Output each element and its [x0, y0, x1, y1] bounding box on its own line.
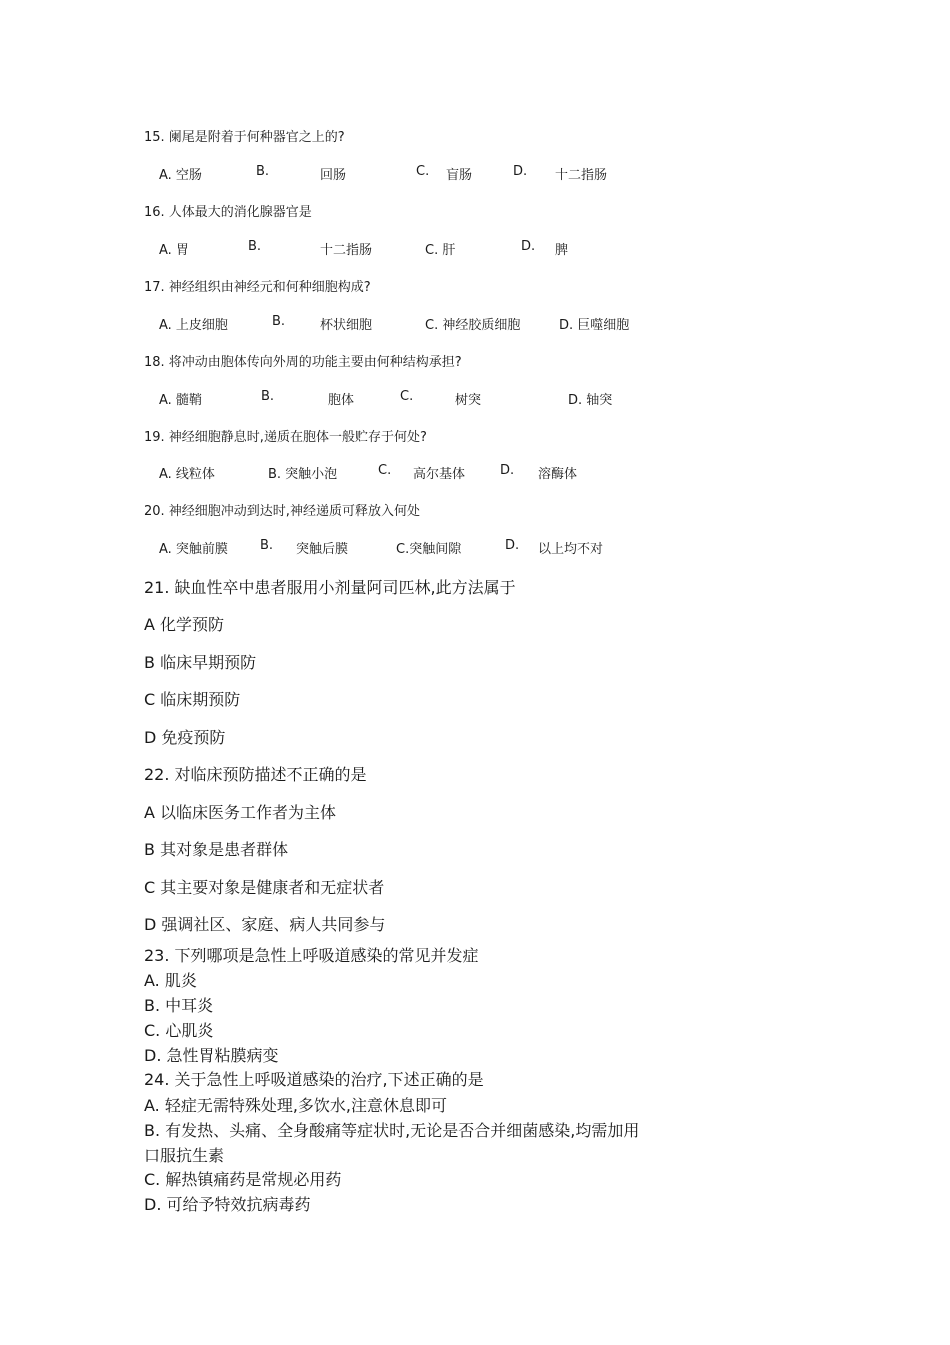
q18-option-a: A. 髓鞘	[159, 393, 202, 408]
question-24-stem: 24. 关于急性上呼吸道感染的治疗,下述正确的是	[144, 1070, 484, 1089]
q24-option-b-continued: 口服抗生素	[144, 1146, 225, 1165]
q16-option-d-letter: D.	[521, 239, 536, 254]
q17-option-d: D. 巨噬细胞	[559, 318, 630, 333]
q22-option-c: C 其主要对象是健康者和无症状者	[144, 878, 385, 897]
question-20-stem: 20. 神经细胞冲动到达时,神经递质可释放入何处	[144, 504, 420, 519]
q16-option-c: C. 肝	[425, 243, 456, 258]
q22-option-d: D 强调社区、家庭、病人共同参与	[144, 915, 386, 934]
question-19-stem: 19. 神经细胞静息时,递质在胞体一般贮存于何处?	[144, 430, 427, 445]
q15-option-d: 十二指肠	[555, 168, 608, 183]
q16-option-b: 十二指肠	[320, 243, 373, 258]
q19-option-d-letter: D.	[500, 463, 515, 478]
q19-option-c: 高尔基体	[413, 467, 466, 482]
q18-option-b-letter: B.	[261, 389, 275, 404]
question-17-stem: 17. 神经组织由神经元和何种细胞构成?	[144, 280, 371, 295]
question-21-stem: 21. 缺血性卒中患者服用小剂量阿司匹林,此方法属于	[144, 578, 516, 597]
q15-option-d-letter: D.	[513, 164, 528, 179]
q24-option-c: C. 解热镇痛药是常规必用药	[144, 1170, 342, 1189]
question-16-stem: 16. 人体最大的消化腺器官是	[144, 205, 312, 220]
q20-option-b-letter: B.	[260, 538, 274, 553]
q15-option-c-letter: C.	[416, 164, 430, 179]
q18-option-b: 胞体	[328, 393, 355, 408]
q20-option-c: C.突触间隙	[396, 542, 462, 557]
q21-option-b: B 临床早期预防	[144, 653, 257, 672]
q16-option-b-letter: B.	[248, 239, 262, 254]
q16-option-a: A. 胃	[159, 243, 189, 258]
question-22-stem: 22. 对临床预防描述不正确的是	[144, 765, 367, 784]
q21-option-a: A 化学预防	[144, 615, 225, 634]
q21-option-d: D 免疫预防	[144, 728, 226, 747]
q15-option-b: 回肠	[320, 168, 347, 183]
q24-option-d: D. 可给予特效抗病毒药	[144, 1195, 311, 1214]
q17-option-b-letter: B.	[272, 314, 286, 329]
q15-option-b-letter: B.	[256, 164, 270, 179]
q23-option-b: B. 中耳炎	[144, 996, 214, 1015]
q23-option-a: A. 肌炎	[144, 971, 197, 990]
q24-option-b: B. 有发热、头痛、全身酸痛等症状时,无论是否合并细菌感染,均需加用	[144, 1121, 640, 1140]
question-23-stem: 23. 下列哪项是急性上呼吸道感染的常见并发症	[144, 946, 479, 965]
q19-option-d: 溶酶体	[538, 467, 578, 482]
q21-option-c: C 临床期预防	[144, 690, 241, 709]
q19-option-a: A. 线粒体	[159, 467, 215, 482]
question-18-stem: 18. 将冲动由胞体传向外周的功能主要由何种结构承担?	[144, 355, 462, 370]
q17-option-b: 杯状细胞	[320, 318, 373, 333]
q20-option-a: A. 突触前膜	[159, 542, 228, 557]
q18-option-c-letter: C.	[400, 389, 414, 404]
q20-option-d-letter: D.	[505, 538, 520, 553]
q22-option-b: B 其对象是患者群体	[144, 840, 289, 859]
q15-option-c: 盲肠	[446, 168, 473, 183]
q17-option-a: A. 上皮细胞	[159, 318, 228, 333]
q23-option-d: D. 急性胃粘膜病变	[144, 1046, 279, 1065]
q20-option-b: 突触后膜	[296, 542, 349, 557]
q19-option-c-letter: C.	[378, 463, 392, 478]
q20-option-d: 以上均不对	[538, 542, 604, 557]
q22-option-a: A 以临床医务工作者为主体	[144, 803, 337, 822]
q19-option-b: B. 突触小泡	[268, 467, 338, 482]
q17-option-c: C. 神经胶质细胞	[425, 318, 521, 333]
q24-option-a: A. 轻症无需特殊处理,多饮水,注意休息即可	[144, 1096, 448, 1115]
question-15-stem: 15. 阑尾是附着于何种器官之上的?	[144, 130, 345, 145]
q16-option-d: 脾	[555, 243, 569, 258]
q18-option-d: D. 轴突	[568, 393, 613, 408]
q18-option-c: 树突	[455, 393, 482, 408]
q23-option-c: C. 心肌炎	[144, 1021, 214, 1040]
q15-option-a: A. 空肠	[159, 168, 202, 183]
